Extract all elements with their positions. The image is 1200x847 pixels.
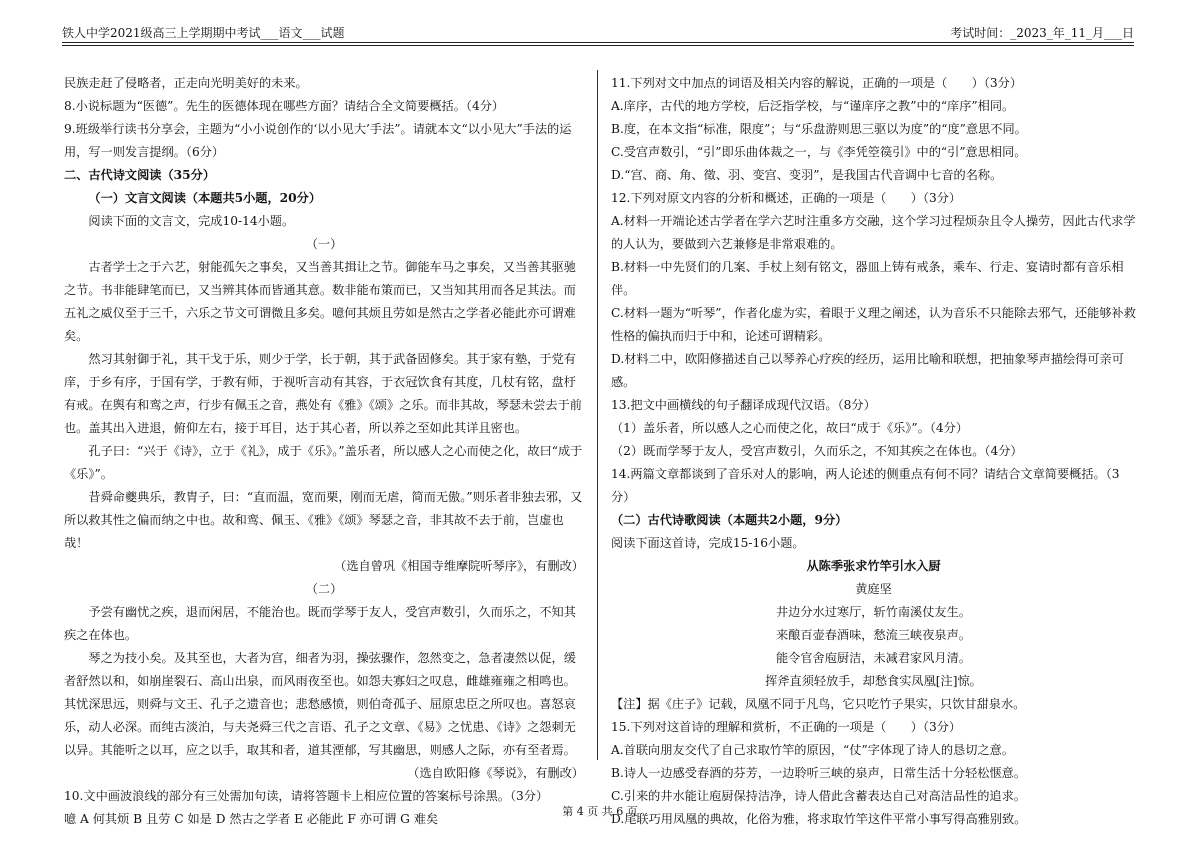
subsection-2-title: （二）古代诗歌阅读（本题共2小题，9分） — [611, 513, 848, 527]
left-column — [64, 72, 584, 831]
header-rule — [62, 42, 1134, 43]
passage-ending: 民族走赶了侵略者，正走向光明美好的未来。 — [64, 76, 308, 90]
material-2-para-2: 琴之为技小矣。及其至也，大者为宫，细者为羽，操弦骤作，忽然变之，急者凄然以促，缓者舒然以和，如崩崖裂石、高山出泉，而风雨夜至也。如怨夫寡妇之叹息，雌雄雍雍之相鸣也。其忧深思远，则舜与文王、孔子之遗音也；悲愁感愤，则伯奇孤子、屈原忠臣之所叹也。喜怒哀乐，动人必深。而纯古淡泊，与夫尧舜三代之言语、孔子之文章、《易》之忧患、《诗》之怨刺无以异。其能听之以耳，应之以手，取其和者，道其湮郁，写其幽思，则感人之际，亦有至者焉。 — [64, 651, 576, 757]
question-14: 14.两篇文章都谈到了音乐对人的影响，两人论述的侧重点有何不同？请结合文章简要概括。（3分） — [611, 467, 1120, 504]
question-15-option-c: C.引来的井水能让庖厨保持洁净，诗人借此含蓄表达自己对高洁品性的追求。 — [611, 789, 1026, 803]
poem-note: 【注】据《庄子》记载，凤凰不同于凡鸟，它只吃竹子果实，只饮甘甜泉水。 — [611, 697, 1026, 711]
question-11-option-c: C.受宫声数引，“引”即乐曲体裁之一，与《李凭箜篌引》中的“引”意思相同。 — [611, 145, 1027, 159]
question-11-option-d: D.“宫、商、角、徵、羽、变宫、变羽”，是我国古代音调中七音的名称。 — [611, 168, 1003, 182]
page-number: 第 4 页 共 6 页 — [562, 805, 638, 818]
material-1-para-1: 古者学士之于六艺，射能孤矢之事矣，又当善其揖让之节。御能车马之事矣，又当善其驱驰之节。书非能肆笔而已，又当辨其体而皆通其意。数非能布策而已，又当知其用而各足其法。而五礼之威仪至于三千，六乐之节文可谓微且多矣。噫何其烦且劳如是然古之学者必能此亦可谓难矣。 — [64, 260, 576, 343]
question-12: 12.下列对原文内容的分析和概述，正确的一项是（ ）（3分） — [611, 191, 962, 205]
section-2-title: 二、古代诗文阅读（35分） — [64, 168, 216, 182]
question-12-option-c: C.材料一题为“听琴”，作者化虚为实，着眼于义理之阐述，认为音乐不只能除去邪气，还能够补救性格的偏执而归于中和，论述可谓精彩。 — [611, 306, 1136, 343]
material-1-source: （选自曾巩《相国寺维摩院听琴序》，有删改） — [334, 559, 584, 573]
poem-title: 从陈季张求竹竿引水入厨 — [806, 559, 941, 573]
question-12-option-d: D.材料二中，欧阳修描述自己以琴养心疗疾的经历，运用比喻和联想，把抽象琴声描绘得可亲可感。 — [611, 352, 1124, 389]
question-12-option-b: B.材料一中先贤们的几案、手杖上刻有铭文，器皿上铸有戒条，乘车、行走、宴请时都有音乐相伴。 — [611, 260, 1124, 297]
column-divider — [597, 70, 598, 760]
question-11-option-a: A.庠序，古代的地方学校，后泛指学校，与“谨庠序之教”中的“庠序”相同。 — [611, 99, 1015, 113]
question-15-option-b: B.诗人一边感受春酒的芬芳，一边聆听三峡的泉声，日常生活十分轻松惬意。 — [611, 766, 1027, 780]
material-1-mark: （一） — [305, 237, 343, 251]
question-11-option-b: B.度，在本文指“标准，限度”；与“乐盘游则思三驱以为度”的“度”意思不同。 — [611, 122, 1027, 136]
question-15-option-a: A.首联向朋友交代了自己求取竹竿的原因，“仗”字体现了诗人的恳切之意。 — [611, 743, 1014, 757]
header-rule-thick — [62, 45, 1134, 46]
question-9: 9.班级举行读书分享会，主题为“小小说创作的‘以小见大’手法”。请就本文“以小见大”手法的运用，写一则发言提纲。（6分） — [64, 122, 572, 159]
question-15: 15.下列对这首诗的理解和赏析，不正确的一项是（ ）（3分） — [611, 720, 962, 734]
question-15-option-d: D.尾联巧用凤凰的典故，化俗为雅，将求取竹竿这件平常小事写得高雅别致。 — [611, 812, 1027, 826]
question-13: 13.把文中画横线的句子翻译成现代汉语。（8分） — [611, 398, 876, 412]
question-10: 10.文中画波浪线的部分有三处需加句读，请将答题卡上相应位置的答案标号涂黑。（3分） — [64, 789, 549, 803]
poem-line: 来酿百壶春酒味，愁流三峡夜泉声。 — [776, 628, 971, 642]
material-1-para-3: 孔子曰：“兴于《诗》，立于《礼》，成于《乐》。”盖乐者，所以感人之心而使之化，故曰“成于《乐》”。 — [64, 444, 583, 481]
right-column — [611, 72, 1136, 831]
material-2-source: （选自欧阳修《琴说》，有删改） — [407, 766, 584, 780]
question-10-options: 噫 A 何其烦 B 且劳 C 如是 D 然古之学者 E 必能此 F 亦可谓 G 难矣 — [64, 812, 439, 826]
poem-instruction: 阅读下面这首诗，完成15-16小题。 — [611, 536, 805, 550]
question-12-option-a: A.材料一开端论述古学者在学六艺时注重多方交融，这个学习过程烦杂且令人操劳，因此古代求学的人认为，要做到六艺兼修是非常艰难的。 — [611, 214, 1136, 251]
material-2-mark: （二） — [305, 582, 343, 596]
subsection-1-title: （一）文言文阅读（本题共5小题，20分） — [88, 191, 322, 205]
exam-date: 考试时间：_2023_年_11_月___日 — [950, 26, 1134, 40]
exam-title: 铁人中学2021级高三上学期期中考试___语文___试题 — [62, 26, 345, 40]
material-1-para-2: 然习其射御于礼，其干戈于乐，则少于学，长于朝，其于武备固修矣。其于家有塾，于党有庠，于乡有序，于国有学，于教有师，于视听言动有其容，于衣冠饮食有其度，几杖有铭，盘杅有戒。在舆有和鸾之声，行步有佩玉之音，燕处有《雅》《颂》之乐。而非其故，琴瑟未尝去于前也。盖其出入进退，俯仰左右，接于耳目，达于其心者，所以养之至如此其详且密也。 — [64, 352, 582, 435]
poem-line: 井边分水过寒厅，斩竹南溪仗友生。 — [776, 605, 971, 619]
material-2-para-1: 予尝有幽忧之疾，退而闲居，不能治也。既而学琴于友人，受宫声数引，久而乐之，不知其疾之在体也。 — [64, 605, 576, 642]
question-11: 11.下列对文中加点的词语及相关内容的解说，正确的一项是（ ）（3分） — [611, 76, 1023, 90]
question-13-part-1: （1）盖乐者，所以感人之心而使之化，故曰“成于《乐》”。（4分） — [611, 421, 969, 435]
page-header — [62, 22, 1134, 44]
question-8: 8.小说标题为“医德”。先生的医德体现在哪些方面？请结合全文简要概括。（4分） — [64, 99, 505, 113]
poem-line: 能令官舍庖厨洁，未减君家风月清。 — [776, 651, 971, 665]
material-1-para-4: 昔舜命夔典乐，教胄子，曰：“直而温，宽而栗，刚而无虐，简而无傲。”则乐者非独去邪，又所以救其性之偏而纳之中也。故和鸾、佩玉、《雅》《颂》琴瑟之音，非其故不去于前，岂虚也哉！ — [64, 490, 583, 550]
poem-line: 挥斧直须轻放手，却愁食实凤凰[注]惊。 — [765, 674, 982, 688]
question-13-part-2: （2）既而学琴于友人，受宫声数引，久而乐之，不知其疾之在体也。（4分） — [611, 444, 1023, 458]
poem-author: 黄庭坚 — [855, 582, 892, 596]
reading-instruction: 阅读下面的文言文，完成10-14小题。 — [88, 214, 295, 228]
